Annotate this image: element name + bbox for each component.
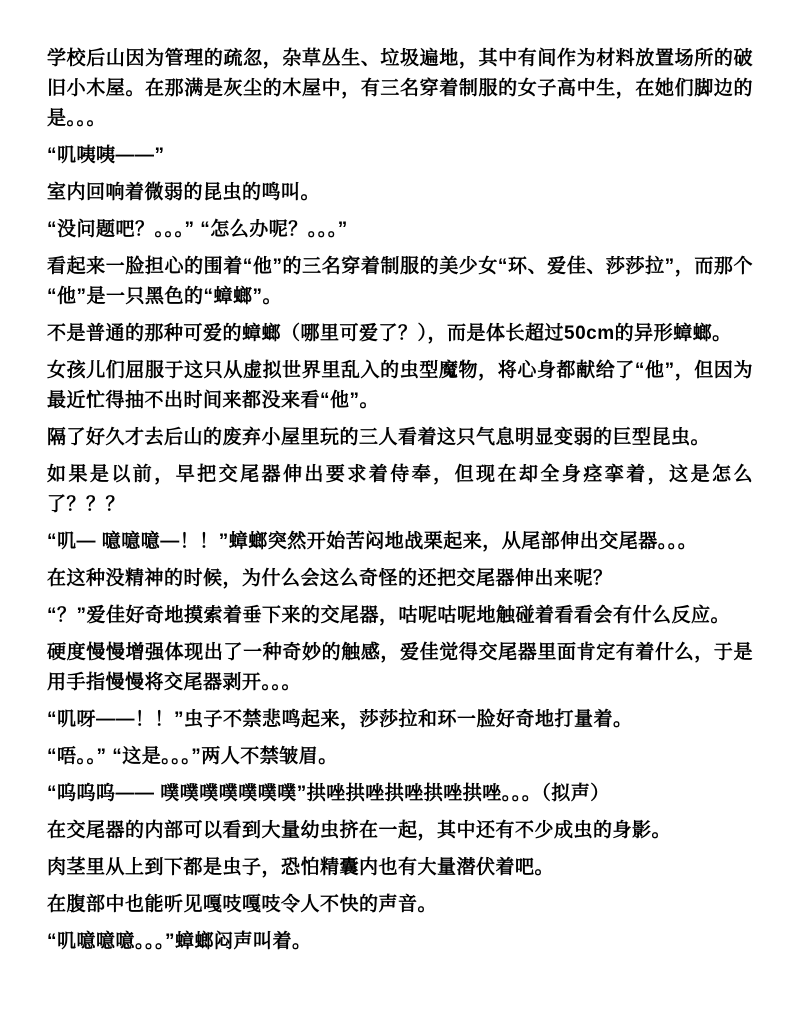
story-paragraph-dialogue: “？”爱佳好奇地摸索着垂下来的交尾器，咕呢咕呢地触碰着看看会有什么反应。 <box>47 605 731 626</box>
story-paragraph-dialogue: “叽— 噫噫噫—！！”蟑螂突然开始苦闷地战栗起来，从尾部伸出交尾器。。。 <box>47 531 698 552</box>
story-paragraph-dialogue: “唔。。” “这是。。。”两人不禁皱眉。 <box>47 746 338 767</box>
story-paragraph: 学校后山因为管理的疏忽，杂草丛生、垃圾遍地，其中有间作为材料放置场所的破旧小木屋。在那满是灰尘的木屋中，有三名穿着制服的女子高中生，在她们脚边的是。。。 <box>47 48 753 129</box>
story-paragraph-dialogue: “叽咦咦——” <box>47 145 165 166</box>
story-paragraph: 如果是以前，早把交尾器伸出要求着侍奉，但现在却全身痉挛着，这是怎么了？？？ <box>47 464 753 515</box>
story-paragraph: 女孩儿们屈服于这只从虚拟世界里乱入的虫型魔物，将心身都献给了“他”，但因为最近忙得抽不出时间来都没来看“他”。 <box>47 360 753 411</box>
story-paragraph: 在腹部中也能听见嘎吱嘎吱令人不快的声音。 <box>47 894 438 915</box>
story-paragraph: 不是普通的那种可爱的蟑螂（哪里可爱了？），而是体长超过50cm的异形蟑螂。 <box>47 323 732 344</box>
story-paragraph-dialogue: “呜呜呜—— 噗噗噗噗噗噗噗”拱唑拱唑拱唑拱唑拱唑。。。（拟声） <box>47 783 610 804</box>
story-paragraph: 硬度慢慢增强体现出了一种奇妙的触感，爱佳觉得交尾器里面肯定有着什么，于是用手指慢慢将交尾器剥开。。。 <box>47 642 753 693</box>
story-paragraph: 看起来一脸担心的围着“他”的三名穿着制服的美少女“环、爱佳、莎莎拉”，而那个“他”是一只黑色的“蟑螂”。 <box>47 256 753 307</box>
story-paragraph: 隔了好久才去后山的废弃小屋里玩的三人看着这只气息明显变弱的巨型昆虫。 <box>47 427 711 448</box>
story-paragraph-dialogue: “叽噫噫噫。。。”蟑螂闷声叫着。 <box>47 931 312 952</box>
story-paragraph: 肉茎里从上到下都是虫子，恐怕精囊内也有大量潜伏着吧。 <box>47 857 555 878</box>
story-paragraph: 在交尾器的内部可以看到大量幼虫挤在一起，其中还有不少成虫的身影。 <box>47 820 672 841</box>
story-paragraph: 室内回响着微弱的昆虫的鸣叫。 <box>47 182 321 203</box>
story-paragraph-dialogue: “没问题吧？。。。” “怎么办呢？。。。” <box>47 219 348 240</box>
story-paragraph: 在这种没精神的时候，为什么会这么奇怪的还把交尾器伸出来呢？ <box>47 568 613 589</box>
story-paragraph-dialogue: “叽呀——！！”虫子不禁悲鸣起来，莎莎拉和环一脸好奇地打量着。 <box>47 709 633 730</box>
